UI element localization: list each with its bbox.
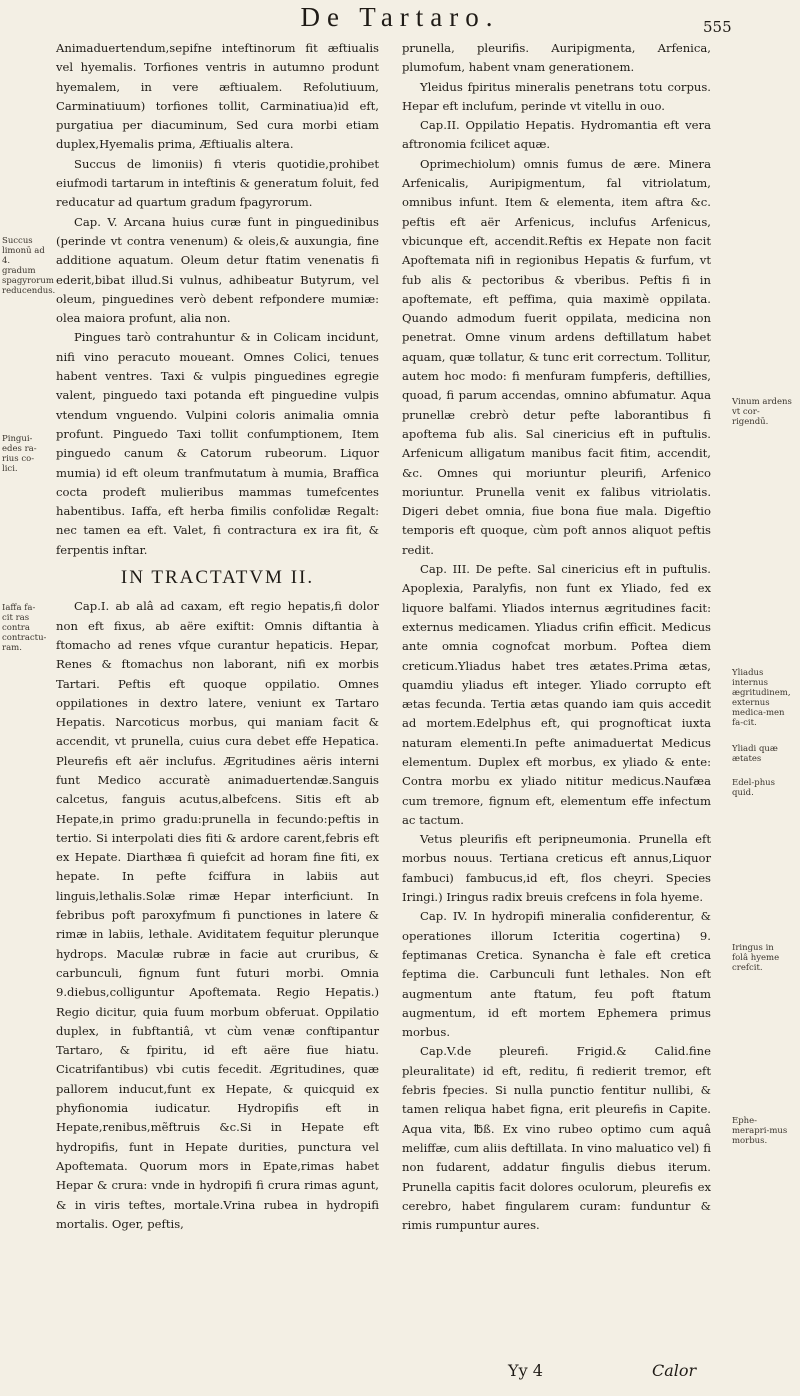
margin-note: Iringus in folâ hyeme crefcit. [732, 943, 780, 973]
paragraph: Succus de limoniis) fi vteris quotidie,prohibet eiufmodi tartarum in inteftinis & generatum foluit, fed reducatur ad quartum gradum fpagyrorum. [56, 156, 379, 210]
paragraph: Cap.V.de pleurefi. Frigid.& Calid.fine pleuralitate) id eft, reditu, fi redierit tremor, eft febris fpecies. Si nulla punctio fentitur nullibi, & tamen reliqua habet figna, erit pleurefis in Capite. Aqua vita, ℔ß. Ex vino rubeo optimo cum aquâ meliffæ, cum aliis deftillata. In vino maluatico vel) fi non fudarent, addatur fingulis diebus iterum. Prunella capitis facit dolores oculorum, pleurefis ex cerebro, habet fingularem curam: funduntur & rimis rumpuntur aures. [402, 1044, 711, 1233]
margin-note: Edel-phus quid. [732, 778, 776, 798]
paragraph: Vetus pleurifis eft peripneumonia. Prunella eft morbus nouus. Tertiana creticus eft annus,Liquor fambuci) fambucus,id eft, flos cheyri. Species Iringi.) Iringus radix breuis crefcens in fola hyeme. [402, 832, 711, 905]
signature-mark: Yy 4 [508, 1361, 543, 1380]
paragraph: Cap. IV. In hydropifi mineralia confiderentur, & operationes illorum Icteritia cogertina) 9. feptimanas Cretica. Synancha è fale eft cretica feptima die. Carbunculi funt lethales. Non eft augmentum ante ftatum, feu poft ftatum augmentum, id eft mortem Ephemera primus morbus. [402, 909, 711, 1040]
margin-note: Yliadus internus ægritudinem, externus medica-men fa-cit. [732, 668, 791, 728]
margin-note: Iaffa fa-cit ras contra contractu-ram. [2, 603, 47, 653]
section-heading: IN TRACTATVM II. [120, 567, 315, 589]
margin-note: Ephe-merapri-mus morbus. [732, 1116, 788, 1146]
paragraph: Cap. III. De pefte. Sal cinericius eft in puftulis. Apoplexia, Paralyfis, non funt ex Yliado, fed ex liquore balfami. Yliados internus ægritudines facit: externus medicamen. Yliadus crifin efficit. Medicus ante omnia cognofcat morbum. Poftea diem creticum.Yliadus habet tres ætates.Prima ætas, quamdiu yliadus eft integer. Yliado corrupto eft ætas fecunda. Tertia ætas quando iam quis accedit ad mortem.Edelphus eft, qui prognofticat iuxta naturam elementi.In pefte animaduertat Medicus elementum. Duplex eft morbus, ex yliado & ente: Contra morbu ex yliado nititur medicus.Naufæa cum tremore, fignum eft, elementum effe infectum ac tactum. [402, 562, 711, 827]
margin-note: Vinum ardens vt cor-rigendū. [732, 397, 792, 427]
left-text-column [56, 39, 379, 1234]
paragraph: Cap.II. Oppilatio Hepatis. Hydromantia eft vera aftronomia fcilicet aquæ. [402, 118, 711, 152]
paragraph: Cap.I. ab alâ ad caxam, eft regio hepatis,fi dolor non eft fixus, ab aëre exiftit: Omnis diftantia à ftomacho ad renes vfque curantur hepaticis. Hepar, Renes & ftomachus non laborant, nifi ex morbis Tartari. Peftis eft quoque oppilatio. Omnes oppilationes in dextro latere, veniunt ex Tartaro Hepatis. Narcoticus morbus, qui maniam facit & accendit, vt prunella, cuius cura debet effe Hepatica. Pleurefis eft aër inclufus. Ægritudines aëris interni funt Medico accuratè animaduertendæ.Sanguis calcetus, fanguis acutus,albefcens. Sitis eft ab Hepate,in primo gradu:prunella in fecundo:peftis in tertio. Si interpolati dies fiti & ardore carent,febris eft ex Hepate. Diarthæa fi quiefcit ad horam fine fiti, ex hepate. In pefte fciffura in labiis aut linguis,lethalis.Solæ rimæ Hepar interficiunt. In febribus poft paroxyfmum fi punctiones in latere & rimæ in labiis, lethale. Aviditatem fequitur plerunque hydrops. Maculæ rubræ in facie aut cruribus, & carbunculi, fignum funt futuri morbi. Omnia 9.diebus,colliguntur Apoftemata. Regio Hepatis.) Regio dicitur, quia fuum morbum obferuat. Oppilatio duplex, in fubftantiâ, vt cùm venæ conftipantur Tartaro, & fpiritu, id eft aëre fiue hiatu. Cicatrifantibus) vbi cutis fecedit. Ægritudines, quæ pallorem inducut,funt ex Hepate, & quicquid ex phyfionomia iudicatur. Hydropifis eft in Hepate,renibus,mẽftruis &c.Si in Hepate eft hydropifis, funt in Hepate durities, punctura vel Apoftemata. Quorum mors in Epate,rimas habet Hepar & crura: vnde in hydropifi fi crura rimas agunt, & in viris teftes, mortale.Vrina rubea in hydropifi mortalis. Oger, peftis, [56, 599, 379, 1231]
paragraph: prunella, pleurifis. Auripigmenta, Arfenica, plumofum, habent vnam generationem. [402, 41, 711, 75]
paragraph: Cap. V. Arcana huius curæ funt in pinguedinibus (perinde vt contra venenum) & oleis,& auxungia, fine additione aquatum. Oleum detur ftatim venenatis fi ederit,bibat illud.Si vulnus, adhibeatur Butyrum, vel oleum, pinguedines verò debent refpondere mumiæ: olea maiora profunt, alia non. [56, 214, 379, 326]
paragraph: Pingues tarò contrahuntur & in Colicam incidunt, nifi vino peracuto moueant. Omnes Colici, tenues habent ventres. Taxi & vulpis pinguedines egregie valent, pinguedo taxi potanda eft pinguedine vulpis vtendum vnguendo. Vulpini coloris animalia omnia profunt. Pinguedo Taxi tollit confumptionem, Item pinguedo canum & Catorum rubeorum. Liquor mumia) id eft oleum tranfmutatum à mumia, Braffica cocta prodeft mulieribus mammas tumefcentes habentibus. Iaffa, eft herba fimilis confolidæ Regalt: nec tamen ea eft. Valet, fi contractura ex ira fit, & ferpentis inftar. [56, 330, 379, 557]
margin-note: Succus limonū ad 4. gradum spagyrorum reducendus. [2, 236, 56, 296]
running-head: De Tartaro. [300, 2, 500, 32]
margin-note: Yliadi quæ ætates [732, 744, 778, 764]
margin-note: Pingui-edes ra-rius co-lici. [2, 434, 37, 474]
paragraph: Yleidus fpiritus mineralis penetrans totu corpus. Hepar eft inclufum, perinde vt vitellu in ouo. [402, 79, 711, 113]
page-number: 555 [703, 18, 732, 36]
right-text-column [402, 39, 711, 1235]
paragraph: Oprimechiolum) omnis fumus de ære. Minera Arfenicalis, Auripigmentum, fal vitriolatum, omnibus infunt. Item & elementa, item aftra &c. peftis eft aër Arfenicus, inclufus Arfenicus, vbicunque eft, accendit.Reftis ex Hepate non facit Apoftemata nifi in regionibus Hepatis & furfum, vt fub alis & pectoribus & vberibus. Peftis fi in apoftemate, eft peffima, quia maximè oppilata. Quando admodum fuerit oppilata, medicina non penetrat. Omne vinum ardens deftillatum habet aquam, quæ tollatur, & tunc erit correctum. Tollitur, autem hoc modo: fi menfuram fumpferis, deftillies, quoad, fi parum accendas, omnino abfumatur. Aqua prunellæ crebrò detur pefte laborantibus fi apoftema fub alis. Sal cinericius eft in puftulis. Arfenicum alligatum manibus facit fitim, accendit, &c. Omnes qui moriuntur pleurifi, Arfenico moriuntur. Prunella venit ex falibus vitriolatis. Digeri debet omnia, fiue bona fiue mala. Digeftio temporis eft quoque, cùm poft annos aliquot peftis redit. [402, 156, 711, 557]
paragraph: Animaduertendum,sepifne inteftinorum fit æftiualis vel hyemalis. Torfiones ventris in autumno produnt hyemalem, in vere æftiualem. Refolutiuum, Carminatiuum) torfiones tollit, Carminatiua)id eft, purgatiua per diacuminum, Sed cura morbi etiam duplex,Hyemalis prima, Æftiualis altera. [56, 41, 379, 152]
catchword: Calor [652, 1361, 697, 1380]
